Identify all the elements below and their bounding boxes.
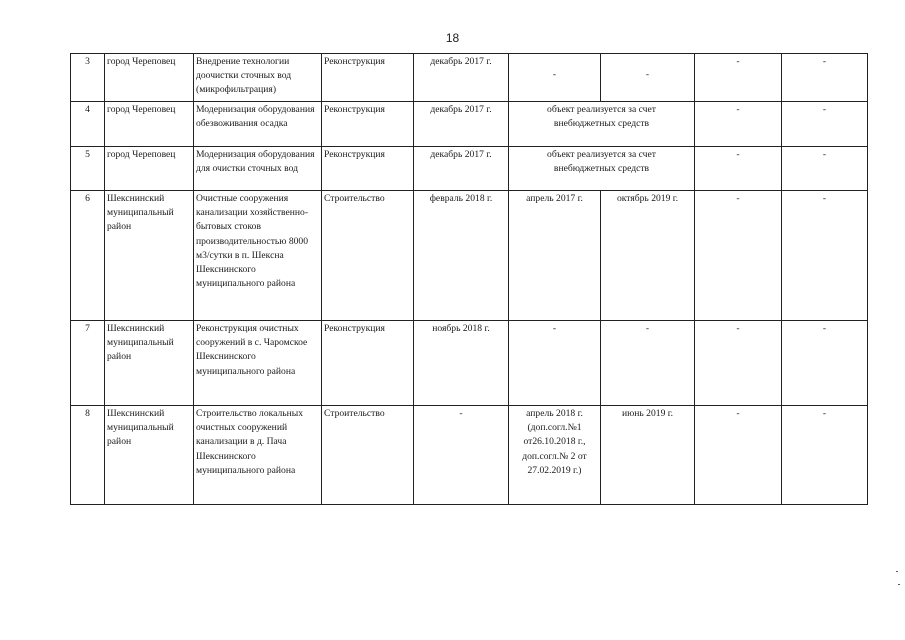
territory-cell: Шекснинский муниципальный район <box>105 321 194 406</box>
scan-speck <box>898 584 900 585</box>
work-type-cell: Реконструкция <box>322 321 414 406</box>
end-date-cell: - <box>601 54 695 102</box>
object-cell: Очистные сооружения канализации хозяйственно-бытовых стоков производительностью 8000 м3/сутки в п. Шексна Шекснинского муниципального района <box>194 191 322 321</box>
table-row <box>71 147 868 191</box>
plan-date-cell: ноябрь 2018 г. <box>414 321 509 406</box>
col9-cell: - <box>782 191 868 321</box>
end-date-cell: октябрь 2019 г. <box>601 191 695 321</box>
col8-cell: - <box>695 321 782 406</box>
plan-date-cell: декабрь 2017 г. <box>414 102 509 147</box>
work-type-cell: Реконструкция <box>322 102 414 147</box>
start-date-cell: апрель 2018 г. (доп.согл.№1 от26.10.2018 г., доп.согл.№ 2 от 27.02.2019 г.) <box>509 406 601 505</box>
start-date-cell: - <box>509 54 601 102</box>
object-cell: Модернизация оборудования для очистки сточных вод <box>194 147 322 191</box>
row-number: 3 <box>71 54 105 102</box>
row-number: 5 <box>71 147 105 191</box>
table-row <box>71 321 868 406</box>
funding-note: объект реализуется за счет внебюджетных средств <box>547 104 656 130</box>
start-date-cell: - <box>509 321 601 406</box>
start-date-cell: апрель 2017 г. <box>509 191 601 321</box>
table-row <box>71 54 868 102</box>
work-type-cell: Реконструкция <box>322 54 414 102</box>
row-number: 7 <box>71 321 105 406</box>
objects-table <box>70 53 868 505</box>
row-number: 8 <box>71 406 105 505</box>
territory-cell: город Череповец <box>105 54 194 102</box>
funding-note: объект реализуется за счет внебюджетных средств <box>547 149 656 175</box>
col8-cell: - <box>695 406 782 505</box>
table-row <box>71 406 868 505</box>
object-cell: Внедрение технологии доочистки сточных вод (микрофильтрация) <box>194 54 322 102</box>
work-type-cell: Реконструкция <box>322 147 414 191</box>
funding-note-cell <box>509 147 695 191</box>
col8-cell: - <box>695 191 782 321</box>
row-number: 6 <box>71 191 105 321</box>
col8-cell: - <box>695 102 782 147</box>
plan-date-cell: - <box>414 406 509 505</box>
page-number: 18 <box>445 31 460 45</box>
col9-cell: - <box>782 406 868 505</box>
col8-cell: - <box>695 147 782 191</box>
row-number: 4 <box>71 102 105 147</box>
territory-cell: Шекснинский муниципальный район <box>105 191 194 321</box>
col8-cell: - <box>695 54 782 102</box>
object-cell: Строительство локальных очистных сооружений канализации в д. Пача Шекснинского муниципального района <box>194 406 322 505</box>
col9-cell: - <box>782 147 868 191</box>
col9-cell: - <box>782 321 868 406</box>
table-row <box>71 191 868 321</box>
plan-date-cell: декабрь 2017 г. <box>414 147 509 191</box>
scan-speck <box>896 571 898 572</box>
plan-date-cell: февраль 2018 г. <box>414 191 509 321</box>
territory-cell: Шекснинский муниципальный район <box>105 406 194 505</box>
end-date-cell: июнь 2019 г. <box>601 406 695 505</box>
plan-date-cell: декабрь 2017 г. <box>414 54 509 102</box>
end-date-cell: - <box>601 321 695 406</box>
col9-cell: - <box>782 102 868 147</box>
funding-note-cell <box>509 102 695 147</box>
object-cell: Реконструкция очистных сооружений в с. Чаромское Шекснинского муниципального района <box>194 321 322 406</box>
work-type-cell: Строительство <box>322 406 414 505</box>
object-cell: Модернизация оборудования обезвоживания осадка <box>194 102 322 147</box>
work-type-cell: Строительство <box>322 191 414 321</box>
table-row <box>71 102 868 147</box>
territory-cell: город Череповец <box>105 147 194 191</box>
territory-cell: город Череповец <box>105 102 194 147</box>
col9-cell: - <box>782 54 868 102</box>
